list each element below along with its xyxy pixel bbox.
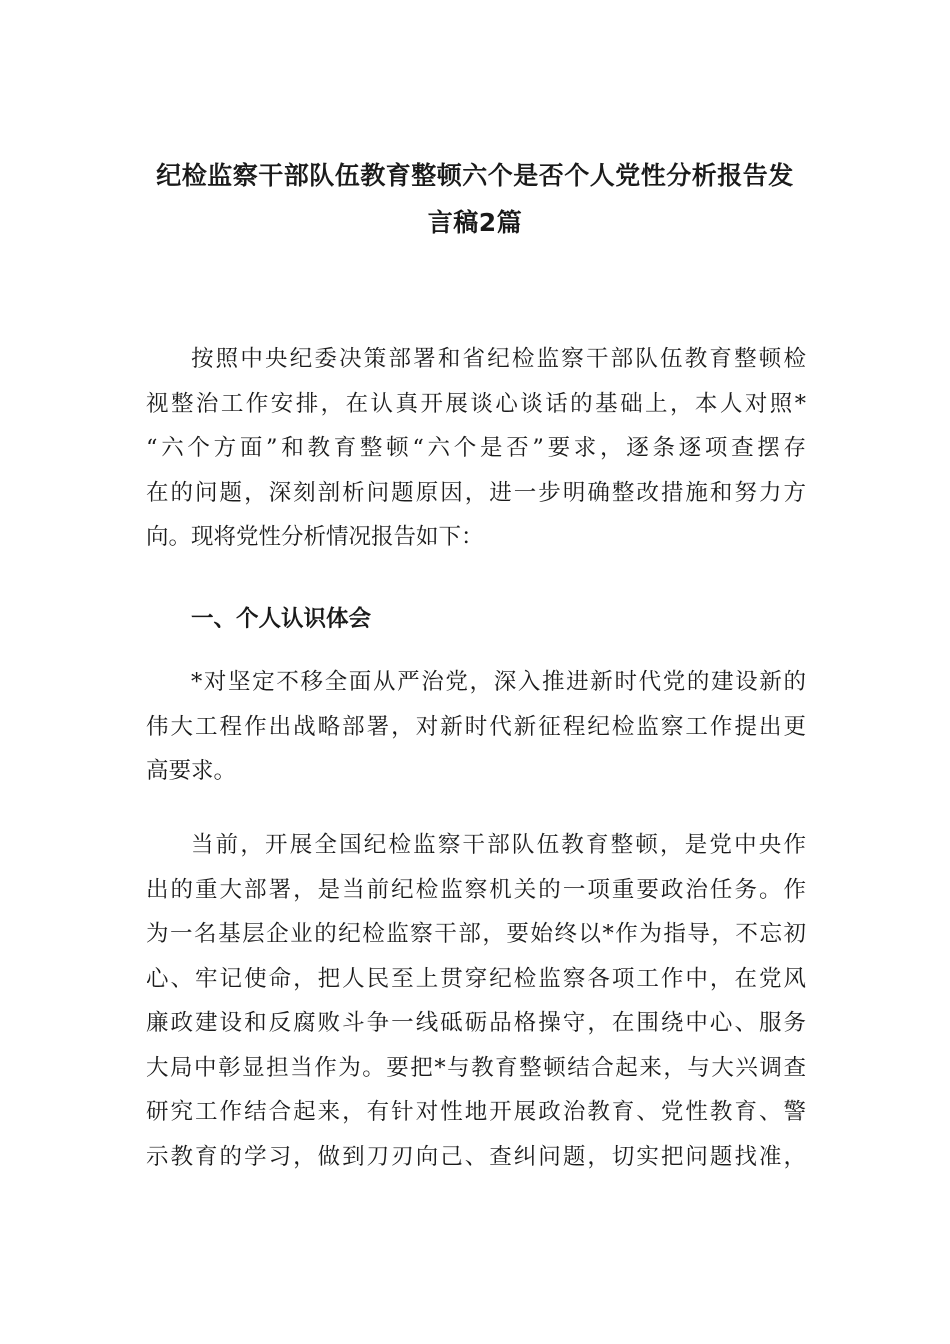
paragraph-line: “六个方面”和教育整顿“六个是否”要求，逐条逐项查摆存: [146, 435, 806, 461]
paragraph-line: 当前，开展全国纪检监察干部队伍教育整顿，是党中央作: [191, 832, 806, 858]
paragraph-line: 大局中彰显担当作为。要把*与教育整顿结合起来，与大兴调查: [146, 1054, 806, 1081]
paragraph-line: 向。现将党性分析情况报告如下：: [146, 524, 484, 550]
paragraph-deployment: [146, 660, 806, 794]
paragraph-current: [146, 823, 806, 1179]
paragraph-line: *对坚定不移全面从严治党，深入推进新时代党的建设新的: [191, 669, 806, 695]
paragraph-line: 为一名基层企业的纪检监察干部，要始终以*作为指导，不忘初: [146, 921, 806, 947]
paragraph-line: 研究工作结合起来，有针对性地开展政治教育、党性教育、警: [146, 1099, 806, 1125]
paragraph-intro: [146, 337, 806, 560]
paragraph-line: 高要求。: [146, 758, 237, 784]
title-line: 言稿2篇: [427, 208, 523, 237]
document-title: [130, 152, 820, 246]
title-line: 纪检监察干部队伍教育整顿六个是否个人党性分析报告发: [156, 161, 794, 190]
section-heading-text: 一、个人认识体会: [191, 606, 372, 632]
paragraph-line: 在的问题，深刻剖析问题原因，进一步明确整改措施和努力方: [146, 479, 806, 506]
paragraph-line: 廉政建设和反腐败斗争一线砥砺品格操守，在围绕中心、服务: [146, 1010, 806, 1036]
paragraph-line: 心、牢记使命，把人民至上贯穿纪检监察各项工作中，在党风: [146, 965, 806, 992]
paragraph-line: 伟大工程作出战略部署，对新时代新征程纪检监察工作提出更: [146, 713, 806, 740]
paragraph-line: 出的重大部署，是当前纪检监察机关的一项重要政治任务。作: [146, 876, 806, 903]
paragraph-line: 示教育的学习，做到刀刃向己、查纠问题，切实把问题找准，: [146, 1143, 806, 1170]
paragraph-line: 视整治工作安排，在认真开展谈心谈话的基础上，本人对照*: [146, 390, 806, 417]
section-heading: [146, 597, 806, 642]
paragraph-line: 按照中央纪委决策部署和省纪检监察干部队伍教育整顿检: [191, 346, 806, 372]
